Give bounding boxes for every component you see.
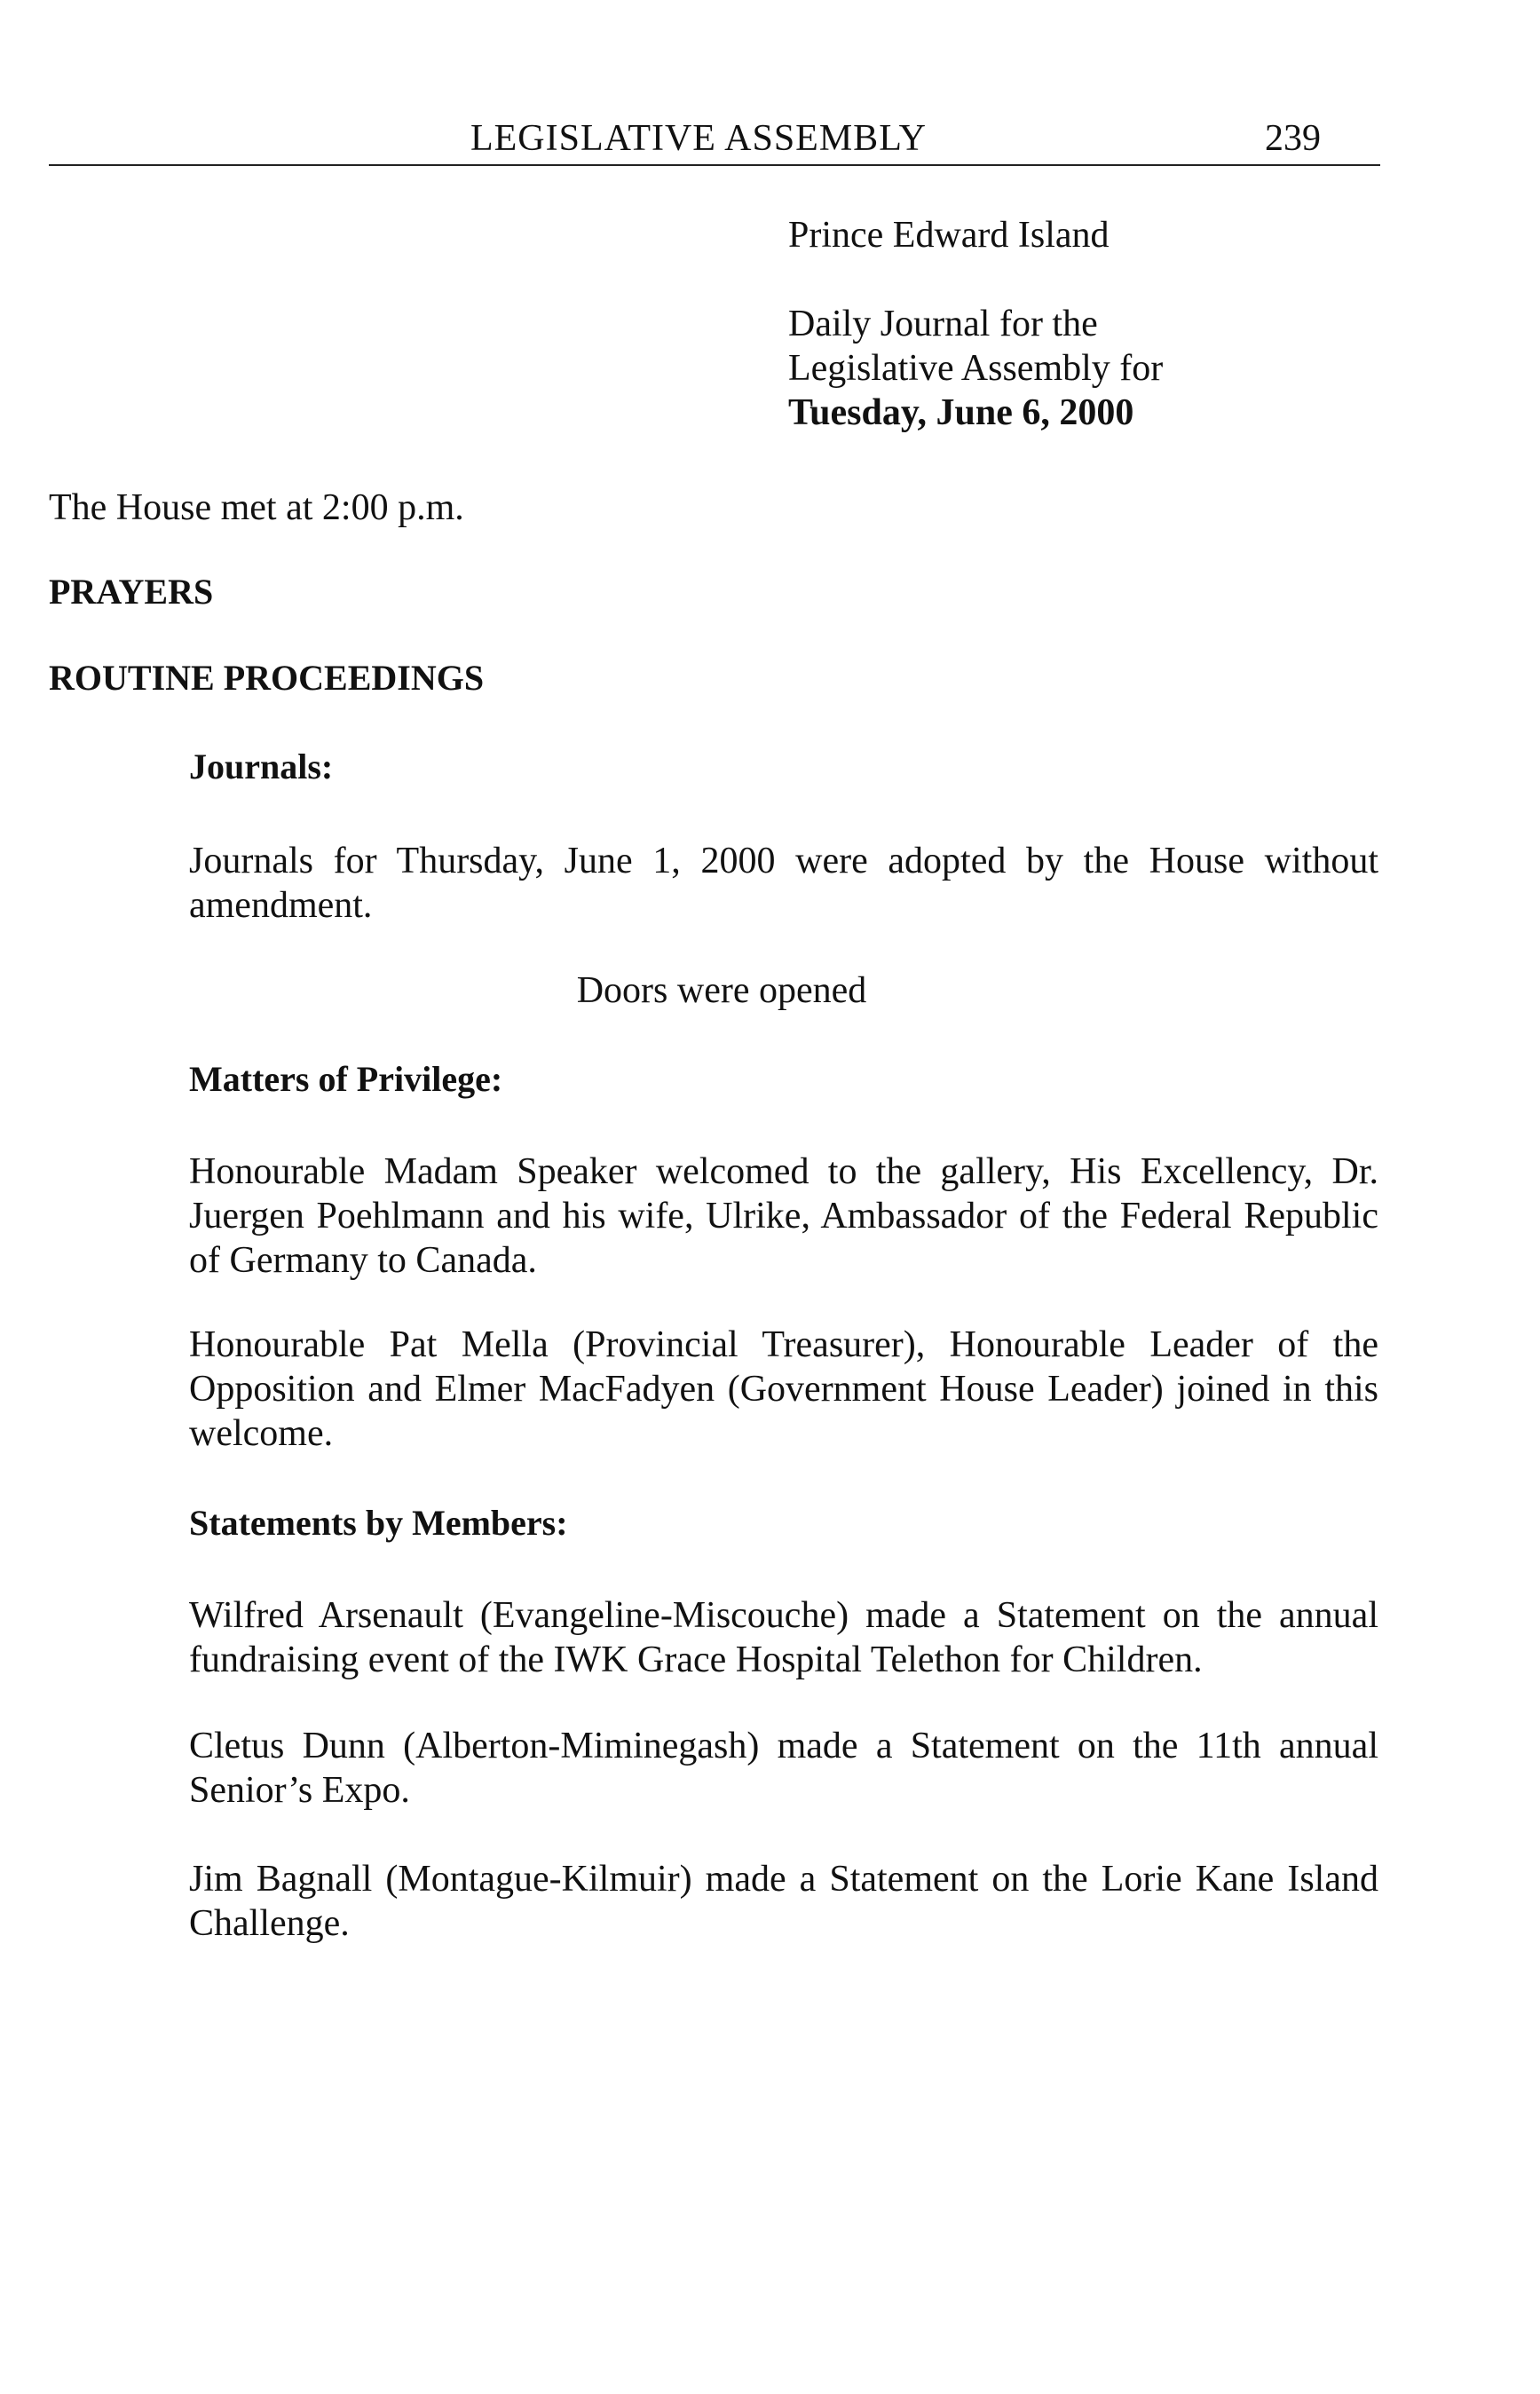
header-divider	[49, 164, 1380, 166]
prayers-heading: PRAYERS	[49, 572, 214, 612]
statement-arsenault: Wilfred Arsenault (Evangeline-Miscouche) made a Statement on the annual fundraising event of the IWK Grace Hospital Telethon for Children.	[189, 1595, 1378, 1680]
journals-heading: Journals:	[189, 747, 334, 786]
privilege-paragraph-2: Honourable Pat Mella (Provincial Treasurer), Honourable Leader of the Opposition and Elmer MacFadyen (Government House Leader) joined in this welcome.	[189, 1324, 1378, 1454]
doors-opened-note: Doors were opened	[576, 970, 867, 1011]
routine-proceedings-heading: ROUTINE PROCEEDINGS	[49, 658, 485, 698]
province-name: Prince Edward Island	[788, 215, 1110, 256]
house-met-time: The House met at 2:00 p.m.	[49, 487, 464, 528]
journal-title-line-2: Legislative Assembly for	[788, 348, 1164, 389]
statements-by-members-heading: Statements by Members:	[189, 1503, 568, 1543]
matters-of-privilege-heading: Matters of Privilege:	[189, 1059, 503, 1099]
statement-dunn: Cletus Dunn (Alberton-Miminegash) made a Statement on the 11th annual Senior’s Expo.	[189, 1726, 1378, 1811]
privilege-paragraph-1: Honourable Madam Speaker welcomed to the gallery, His Excellency, Dr. Juergen Poehlmann and his wife, Ulrike, Ambassador of the Federal Republic of Germany to Canada.	[189, 1151, 1378, 1281]
page-number: 239	[1265, 118, 1321, 159]
journal-title-line-1: Daily Journal for the	[788, 304, 1098, 344]
journal-title-block	[788, 213, 1163, 435]
statement-bagnall: Jim Bagnall (Montague-Kilmuir) made a Statement on the Lorie Kane Island Challenge.	[189, 1859, 1378, 1944]
journal-date: Tuesday, June 6, 2000	[788, 392, 1134, 433]
journals-paragraph: Journals for Thursday, June 1, 2000 were adopted by the House without amendment.	[189, 841, 1378, 926]
running-header-title: LEGISLATIVE ASSEMBLY	[470, 118, 927, 159]
